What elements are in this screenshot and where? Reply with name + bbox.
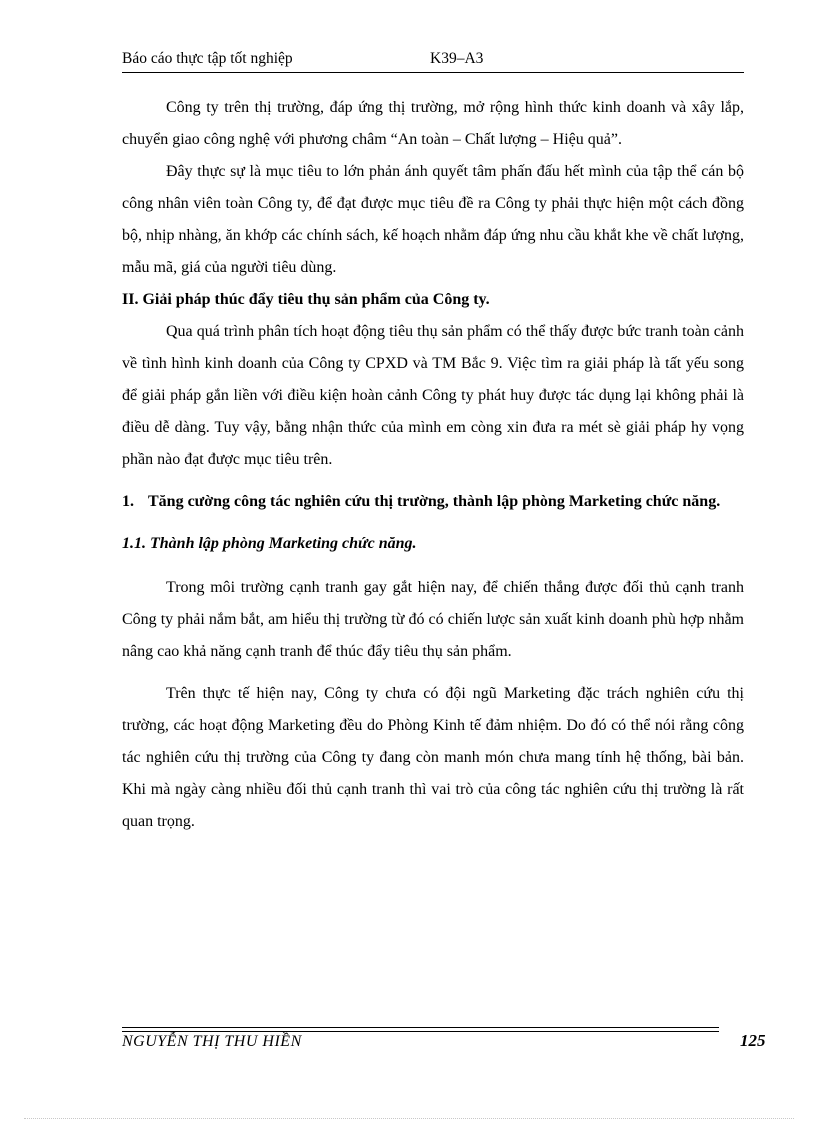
page-edge-dotted-line xyxy=(24,1118,794,1119)
paragraph-4: Trong môi trường cạnh tranh gay gắt hiện nay, để chiến thắng được đối thủ cạnh tranh Công ty phải nắm bắt, am hiểu thị trường từ đó có chiến lược sản xuất kinh doanh phù hợp nhằm nâng cao khả năng cạnh tranh để thúc đẩy tiêu thụ sản phẩm. xyxy=(122,579,744,660)
paragraph-1: Công ty trên thị trường, đáp ứng thị trường, mở rộng hình thức kinh doanh và xây lắp, chuyển giao công nghệ với phương châm “An toàn – Chất lượng – Hiệu quả”. xyxy=(122,99,744,148)
section-heading-1 xyxy=(122,486,744,518)
section-title: Tăng cường công tác nghiên cứu thị trường, thành lập phòng Marketing chức năng. xyxy=(148,493,721,510)
page-number: 125 xyxy=(740,1031,766,1050)
page-header xyxy=(122,50,744,72)
header-divider xyxy=(122,72,744,73)
section-heading-ii: II. Giải pháp thúc đẩy tiêu thụ sản phẩm của Công ty. xyxy=(122,291,490,308)
paragraph-5: Trên thực tế hiện nay, Công ty chưa có đội ngũ Marketing đặc trách nghiên cứu thị trường, các hoạt động Marketing đều do Phòng Kinh tế đảm nhiệm. Do đó có thể nói rằng công tác nghiên cứu thị trường của Công ty đang còn manh món chưa mang tính hệ thống, bài bản. Khi mà ngày càng nhiều đối thủ cạnh tranh thì vai trò của công tác nghiên cứu thị trường là rất quan trọng. xyxy=(122,685,744,830)
footer-author: NGUYỄN THỊ THU HIỀN xyxy=(122,1033,302,1050)
header-report-title: Báo cáo thực tập tốt nghiệp xyxy=(122,50,293,67)
section-number: 1. xyxy=(122,493,134,510)
paragraph-2: Đây thực sự là mục tiêu to lớn phản ánh quyết tâm phấn đấu hết mình của tập thể cán bộ công nhân viên toàn Công ty, để đạt được mục tiêu đề ra Công ty phải thực hiện một cách đồng bộ, nhịp nhàng, ăn khớp các chính sách, kế hoạch nhằm đáp ứng nhu cầu khắt khe về chất lượng, mẫu mã, giá của người tiêu dùng. xyxy=(122,163,744,276)
footer-divider-bottom xyxy=(122,1031,719,1032)
subsection-heading: 1.1. Thành lập phòng Marketing chức năng. xyxy=(122,535,417,552)
footer-divider-top xyxy=(122,1027,719,1028)
paragraph-3: Qua quá trình phân tích hoạt động tiêu thụ sản phẩm có thể thấy được bức tranh toàn cảnh về tình hình kinh doanh của Công ty CPXD và TM Bắc 9. Việc tìm ra giải pháp là tất yếu song để giải pháp gắn liền với điều kiện hoàn cảnh Công ty phát huy được tác dụng lại không phải là điều dễ dàng. Tuy vậy, bằng nhận thức của mình em còng xin đưa ra mét sè giải pháp hy vọng phần nào đạt được mục tiêu trên. xyxy=(122,323,744,468)
page-body xyxy=(122,92,744,838)
header-class-code: K39–A3 xyxy=(430,50,484,67)
